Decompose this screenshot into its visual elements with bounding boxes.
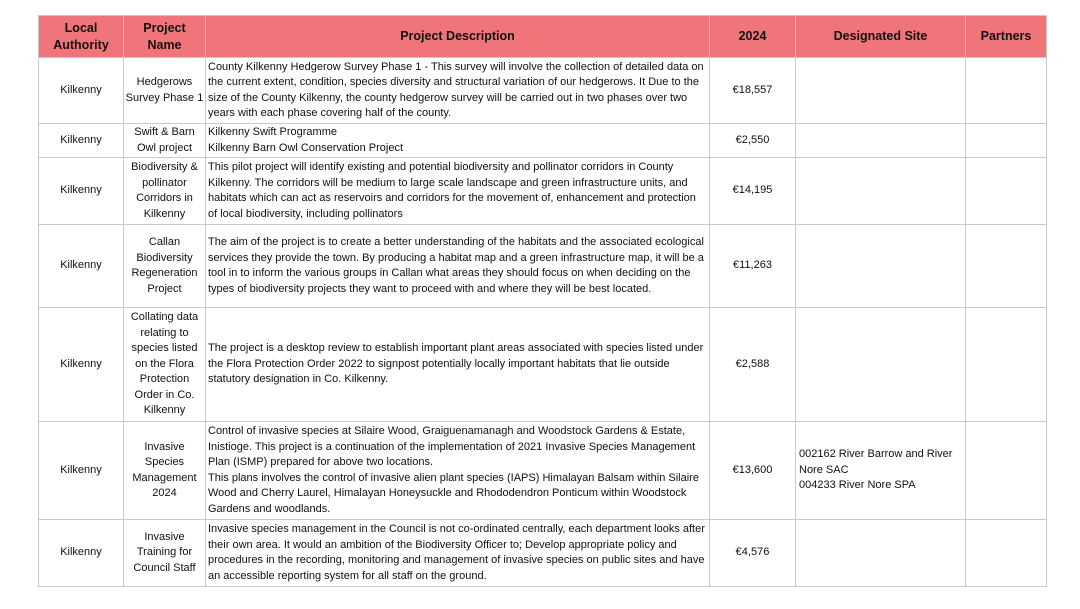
cell-partners [966, 308, 1047, 422]
table-body [39, 58, 1047, 587]
cell-authority: Kilkenny [39, 124, 124, 158]
cell-description: County Kilkenny Hedgerow Survey Phase 1 - This survey will involve the collection of detailed data on the current extent, condition, species diversity and structural variation of our hedgerows. It Due to the size of the County Kilkenny, the county hedgerow survey will be carried out in two phases over two years with each phase covering half of the county. [206, 58, 710, 124]
cell-project-name: Swift & Barn Owl project [124, 124, 206, 158]
header-partners: Partners [966, 16, 1047, 58]
cell-amount: €18,557 [710, 58, 796, 124]
cell-description: Invasive species management in the Council is not co-ordinated centrally, each department looks after their own area. It would an ambition of the Biodiversity Officer to; Develop appropriate policy and procedures in the recording, monitoring and management of invasive species on public sites and have an accessible reporting system for all staff on the ground. [206, 520, 710, 587]
cell-authority: Kilkenny [39, 225, 124, 308]
header-year-2024: 2024 [710, 16, 796, 58]
cell-amount: €14,195 [710, 158, 796, 225]
cell-description: Control of invasive species at Silaire Wood, Graiguenamanagh and Woodstock Gardens & Estate, Inistioge. This project is a continuation of the implementation of 2021 Invasive Species Management Plan (ISMP) prepared for above two locations. This plans involves the control of invasive alien plant species (IAPS) Himalayan Balsam within Silaire Wood and Cherry Laurel, Himalayan Honeysuckle and Rhododendron Ponticum within Woodstock Gardens and woodlands. [206, 422, 710, 520]
cell-partners [966, 58, 1047, 124]
header-project-name: Project Name [124, 16, 206, 58]
cell-project-name: Hedgerows Survey Phase 1 [124, 58, 206, 124]
cell-description: The aim of the project is to create a better understanding of the habitats and the associated ecological services they provide the town. By producing a habitat map and a green infrastructure map, it will be a tool in to inform the various groups in Callan what areas they should focus on when deciding on the types of biodiversity projects they want to proceed with and where they will be best located. [206, 225, 710, 308]
header-designated-site: Designated Site [796, 16, 966, 58]
cell-partners [966, 124, 1047, 158]
cell-designated-site: 002162 River Barrow and River Nore SAC 004233 River Nore SPA [796, 422, 966, 520]
cell-project-name: Callan Biodiversity Regeneration Project [124, 225, 206, 308]
header-project-description: Project Description [206, 16, 710, 58]
table-row [39, 520, 1047, 587]
cell-designated-site [796, 225, 966, 308]
table-row [39, 58, 1047, 124]
cell-project-name: Biodiversity & pollinator Corridors in Kilkenny [124, 158, 206, 225]
table-header [39, 16, 1047, 58]
cell-partners [966, 520, 1047, 587]
table-row [39, 124, 1047, 158]
cell-designated-site [796, 158, 966, 225]
cell-partners [966, 422, 1047, 520]
cell-authority: Kilkenny [39, 520, 124, 587]
cell-description: This pilot project will identify existing and potential biodiversity and pollinator corridors in County Kilkenny. The corridors will be medium to large scale landscape and green infrastructure units, and habitats which can act as reservoirs and corridors for the movement of, enhancement and protection of local biodiversity, including pollinators [206, 158, 710, 225]
table-row [39, 308, 1047, 422]
cell-description: Kilkenny Swift Programme Kilkenny Barn Owl Conservation Project [206, 124, 710, 158]
table-row [39, 158, 1047, 225]
cell-designated-site [796, 58, 966, 124]
cell-authority: Kilkenny [39, 58, 124, 124]
table-row [39, 422, 1047, 520]
cell-description: The project is a desktop review to establish important plant areas associated with species listed under the Flora Protection Order 2022 to signpost potentially locally important habitats that lie outside statutory designation in Co. Kilkenny. [206, 308, 710, 422]
header-local-authority: Local Authority [39, 16, 124, 58]
cell-project-name: Collating data relating to species listed on the Flora Protection Order in Co. Kilkenny [124, 308, 206, 422]
cell-designated-site [796, 308, 966, 422]
cell-project-name: Invasive Training for Council Staff [124, 520, 206, 587]
cell-project-name: Invasive Species Management 2024 [124, 422, 206, 520]
cell-designated-site [796, 124, 966, 158]
cell-amount: €13,600 [710, 422, 796, 520]
cell-authority: Kilkenny [39, 422, 124, 520]
cell-partners [966, 225, 1047, 308]
cell-authority: Kilkenny [39, 158, 124, 225]
cell-amount: €11,263 [710, 225, 796, 308]
cell-amount: €4,576 [710, 520, 796, 587]
header-row [39, 16, 1047, 58]
cell-partners [966, 158, 1047, 225]
cell-amount: €2,550 [710, 124, 796, 158]
cell-amount: €2,588 [710, 308, 796, 422]
projects-table [38, 15, 1047, 587]
cell-designated-site [796, 520, 966, 587]
table-row [39, 225, 1047, 308]
cell-authority: Kilkenny [39, 308, 124, 422]
